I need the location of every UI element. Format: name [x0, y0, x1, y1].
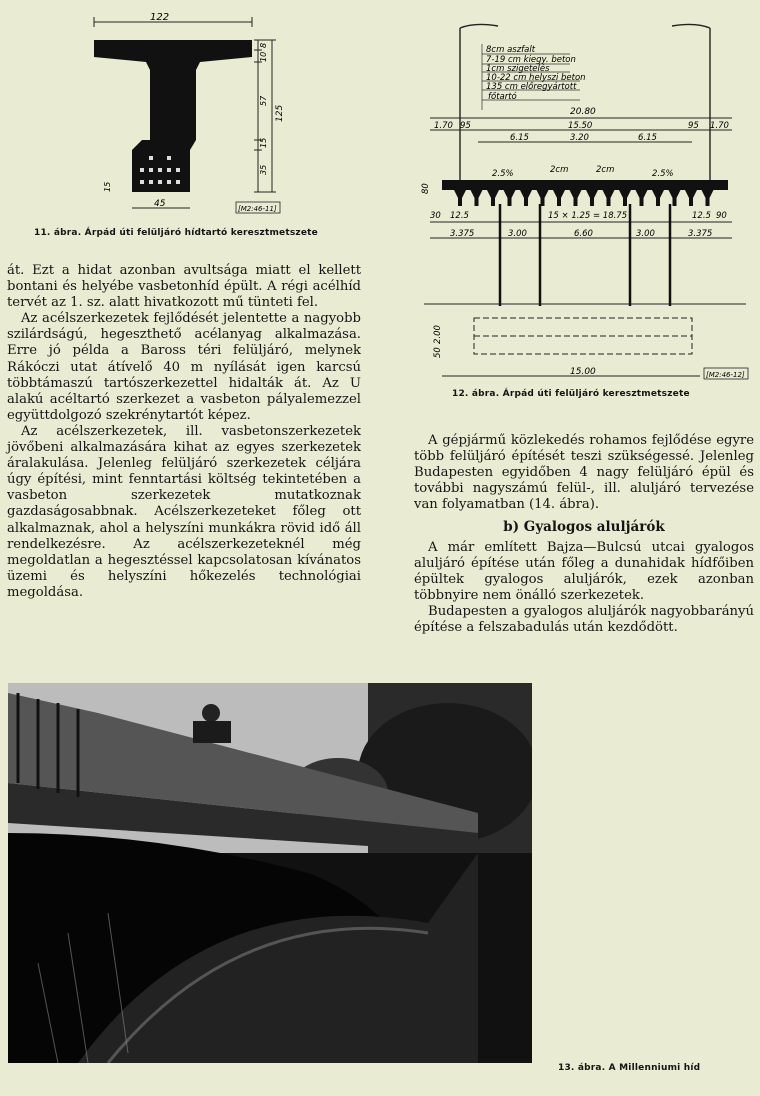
dim-depth-d: 15: [259, 137, 268, 148]
t-beam-drawing: [80, 10, 290, 220]
dim-flange-side: 15: [103, 181, 112, 192]
precast-girder: [487, 190, 499, 206]
precast-girder: [537, 190, 549, 206]
paragraph: Budapesten a gyalogos aluljárók nagyobbarányú építése a felszabadulás után kezdődött.: [414, 603, 754, 636]
right-column: [414, 433, 754, 636]
paragraph: A már említett Bajza—Bulcsú utcai gyalogos aluljáró építése után főleg a dunahidak hídfőiben épültek gyalogos aluljárók, ezek azonban többnyire nem önálló szerkezetek.: [414, 539, 754, 603]
precast-girder: [471, 190, 483, 206]
span-b: 3.00: [508, 229, 527, 239]
precast-girder: [520, 190, 532, 206]
precast-girder: [685, 190, 697, 206]
figure-11: [80, 10, 290, 220]
total-width: 20.80: [570, 107, 596, 117]
figure-12: [420, 14, 750, 386]
dim-depth-c: 57: [259, 95, 268, 106]
dim-depth-b: 10: [259, 51, 268, 62]
edge-left: 30: [430, 211, 441, 221]
precast-girder: [652, 190, 664, 206]
layer-insulation: 1cm szigetelés: [486, 64, 550, 74]
figure-13-caption: 13. ábra. A Millenniumi híd: [558, 1063, 701, 1073]
layer-levelling-concrete: 7-19 cm kiegy. beton: [486, 55, 576, 65]
bridge-section-drawing: [420, 14, 750, 386]
span-c: 6.60: [574, 229, 593, 239]
main-girder-label: főtartó: [488, 92, 517, 102]
carriageway-width: 15.50: [568, 121, 593, 131]
dim-bottom-width: 45: [154, 199, 166, 209]
dim-depth-e: 35: [259, 164, 268, 175]
layer-in-situ-concrete: 10-22 cm helyszi beton: [486, 73, 586, 83]
lane-mid: 3.20: [570, 133, 589, 143]
dim-top-width: 122: [150, 12, 170, 23]
section-heading: b) Gyalogos aluljárók: [503, 519, 665, 536]
paragraph: át. Ezt a hidat azonban avultsága miatt el kellett bontani és helyébe vasbetonhíd épült. A régi acélhíd tervét az 1. sz. alatt hivatkozott mű tünteti fel.: [7, 263, 361, 311]
figure-11-caption: 11. ábra. Árpád úti felüljáró hídtartó keresztmetszete: [34, 228, 318, 238]
layer-asphalt: 8cm aszfalt: [486, 45, 536, 55]
bay-left: 12.5: [450, 211, 469, 221]
found-height-2: 50: [433, 347, 443, 358]
rail-height: 80: [421, 183, 431, 194]
precast-girder: [702, 190, 714, 206]
drawing-number: [M2:46-11]: [238, 205, 277, 213]
dim-total-height: 125: [275, 104, 285, 122]
edge-right: 90: [716, 211, 727, 221]
precast-girder: [553, 190, 565, 206]
span-a: 3.375: [450, 229, 475, 239]
curb-left: 95: [460, 121, 471, 131]
found-height: 2.00: [433, 325, 443, 344]
precast-girder: [636, 190, 648, 206]
span-e: 3.375: [688, 229, 713, 239]
paragraph: Az acélszerkezetek fejlődését jelentette a nagyobb szilárdságú, hegeszthető acélanyag alkalmazása. Erre jó példa a Baross téri felüljáró, melynek Rákóczi utat átívelő 40 m nyílását igen karcsú többtámaszú tartószerkezettel hidalták át. Az U alakú acéltartó szerkezet a vasbeton pályalemezzel együttdolgozó szekrénytartót képez.: [7, 311, 361, 423]
bridge-photo: [8, 683, 532, 1063]
precast-girder: [603, 190, 615, 206]
paragraph: Az acélszerkezetek, ill. vasbetonszerkezetek jövőbeni alkalmazására kihat az egyes szerkezetek áralakulása. Jelenleg felüljáró szerkezetek céljára úgy építési, mint fenntartási költség tekintetében a vasbeton szerkezetek mutatkoznak gazdaságosabbnak. Acélszerkezeteket főleg ott alkalmaznak, ahol a helyszíni munkákra rövid idő áll rendelkezésre. Az acélszerkezeteknél még megoldatlan a hegesztéssel kapcsolatosan kívánatos üzemi és helyszíni hőkezelés technológiai megoldása.: [7, 423, 361, 600]
span-d: 3.00: [636, 229, 655, 239]
figure-13-photo: [8, 683, 532, 1063]
layer-precast: 135 cm előregyártott: [486, 82, 577, 92]
beam-spacing: 15 × 1.25 = 18.75: [548, 211, 628, 221]
cm-left: 2cm: [550, 165, 569, 175]
precast-girder: [619, 190, 631, 206]
drawing-number-12: [M2:46-12]: [706, 371, 745, 379]
precast-girder: [570, 190, 582, 206]
precast-girder: [586, 190, 598, 206]
sidewalk-right: 1.70: [710, 121, 729, 131]
paragraph: A gépjármű közlekedés rohamos fejlődése egyre több felüljáró építését teszi szükségessé. Jelenleg Budapesten egyidőben 4 nagy felüljáró épül és további nagyszámú felül-, ill. aluljáró tervezése van folyamatban (14. ábra).: [414, 433, 754, 513]
dim-depth-a: 8: [259, 42, 268, 48]
curb-right: 95: [688, 121, 699, 131]
sidewalk-left: 1.70: [434, 121, 453, 131]
found-width: 15.00: [570, 367, 596, 377]
left-column: [7, 263, 361, 601]
precast-girder: [454, 190, 466, 206]
precast-girder: [669, 190, 681, 206]
bay-right: 12.5: [692, 211, 711, 221]
slope-right: 2.5%: [652, 169, 674, 179]
slope-left: 2.5%: [492, 169, 514, 179]
figure-12-caption: 12. ábra. Árpád úti felüljáró keresztmetszete: [452, 389, 690, 399]
lane-left: 6.15: [510, 133, 529, 143]
precast-girder: [504, 190, 516, 206]
lane-right: 6.15: [638, 133, 657, 143]
cm-right: 2cm: [596, 165, 615, 175]
